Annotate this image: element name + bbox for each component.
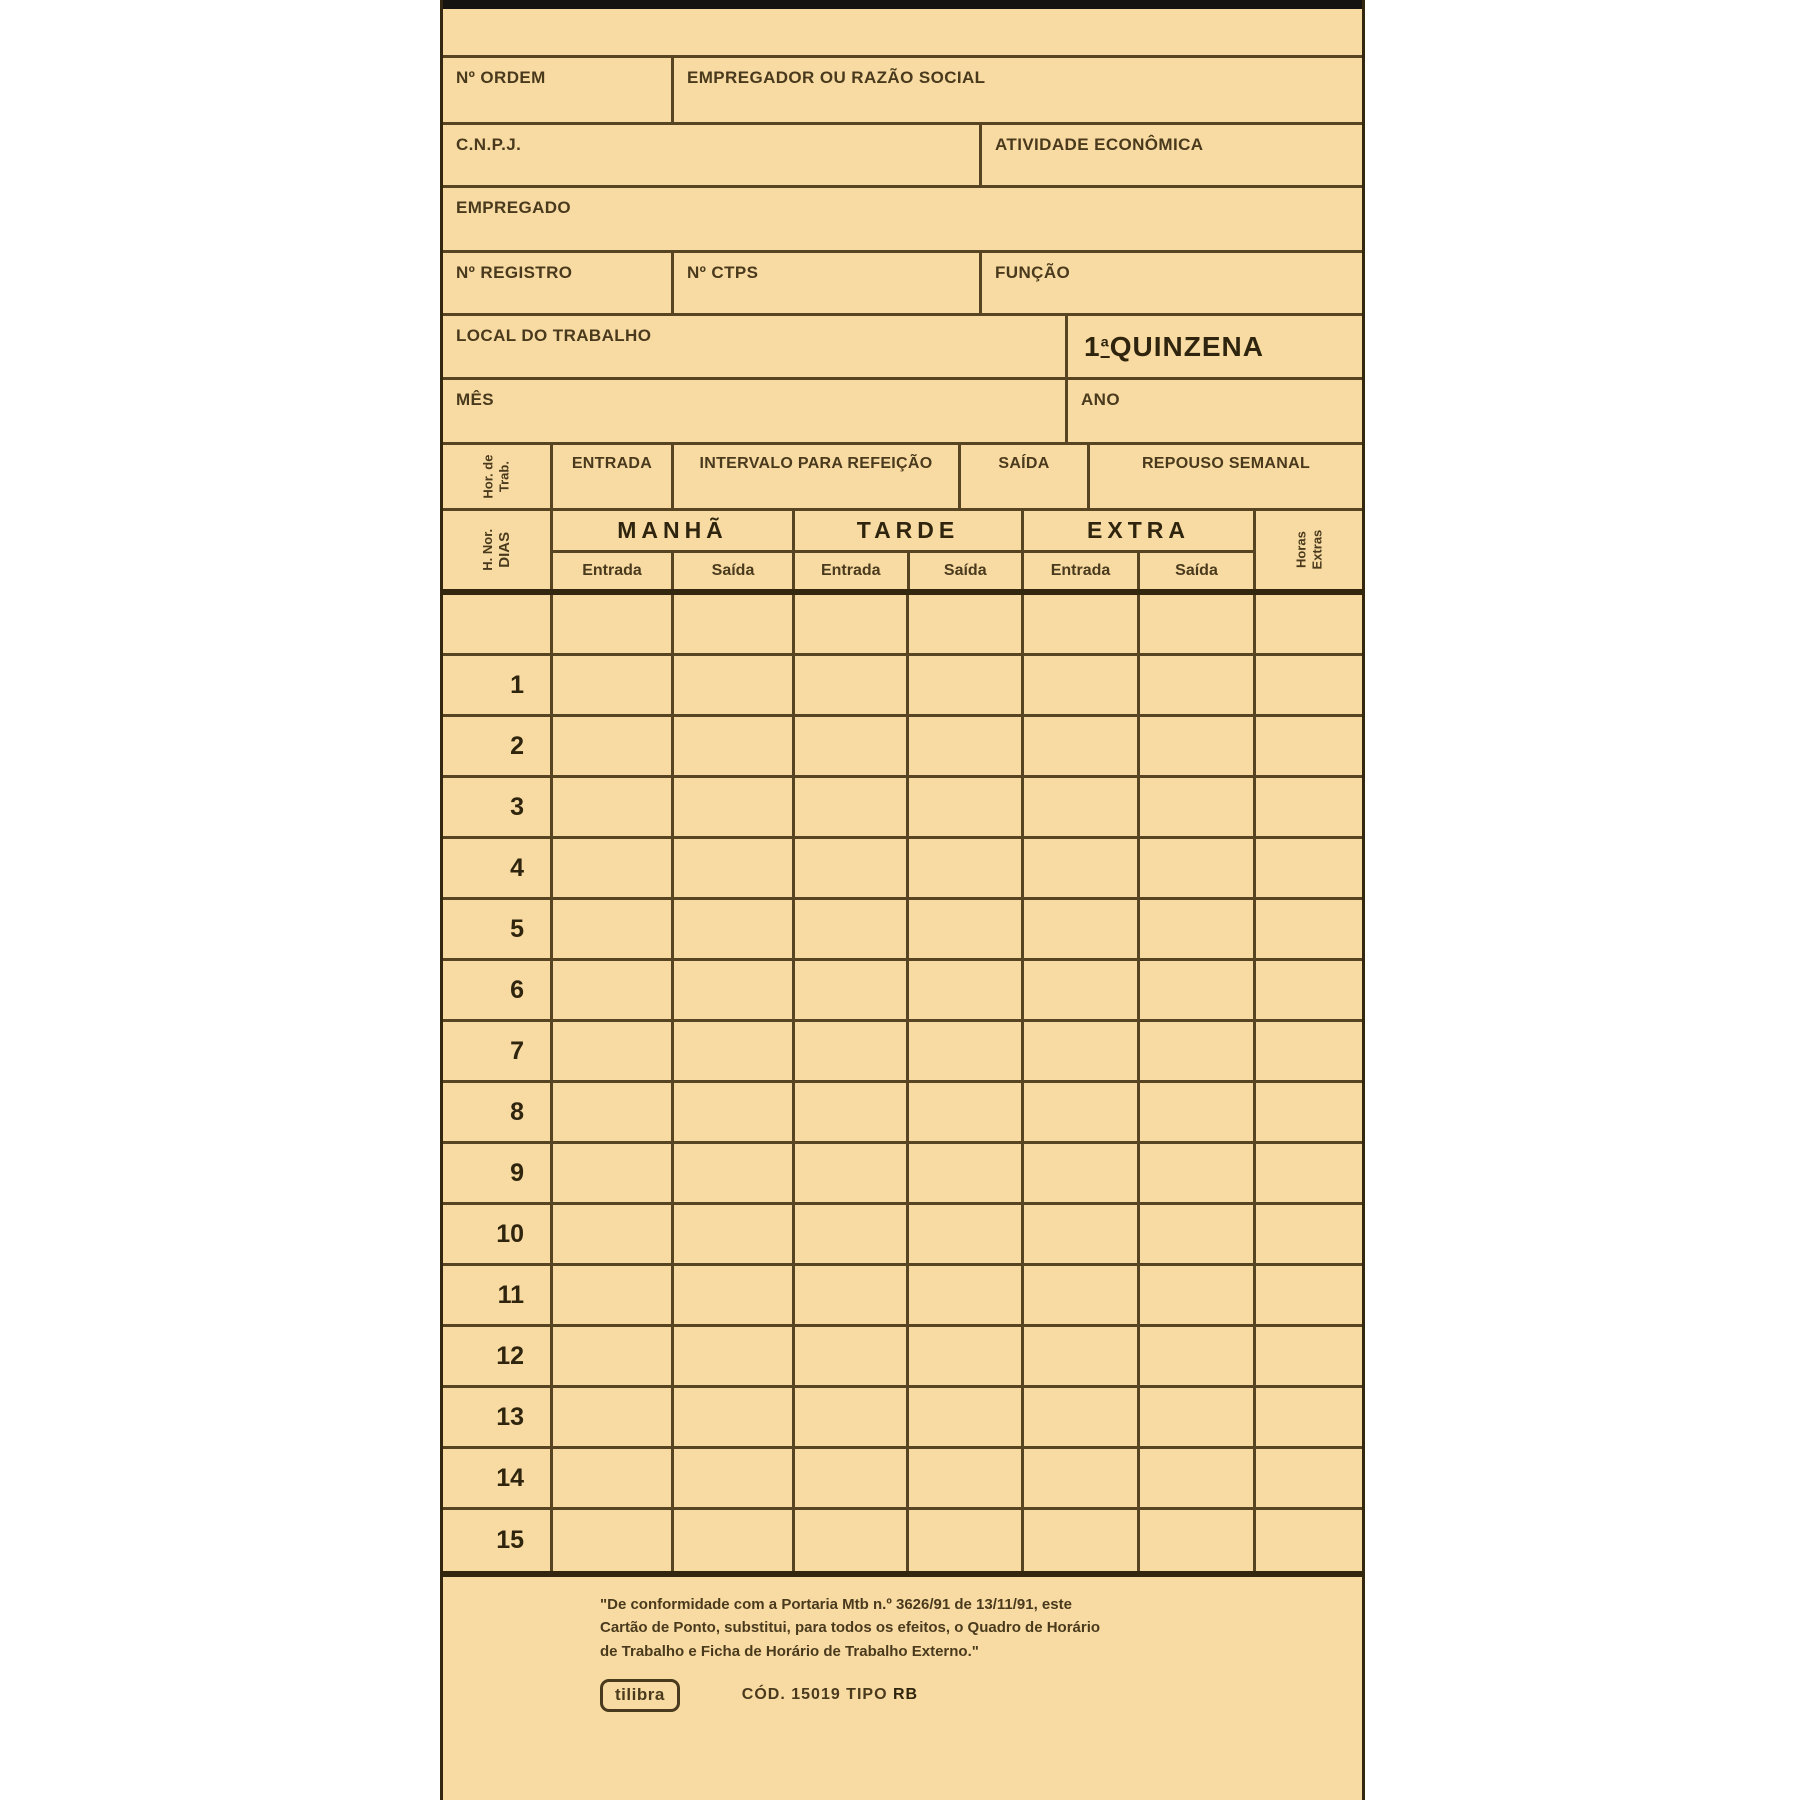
cell-horas-extras [1256, 1083, 1362, 1141]
cell-tarde-saida [909, 1144, 1024, 1202]
cell-extra-entrada [1024, 1327, 1140, 1385]
cell-tarde-saida [909, 1388, 1024, 1446]
cell-extra-saida [1140, 1144, 1256, 1202]
day-row [443, 1205, 1362, 1266]
cell-tarde-saida [909, 900, 1024, 958]
card-top-edge [443, 0, 1362, 9]
cell-manha-saida [674, 900, 795, 958]
cell-extra-saida [1140, 1205, 1256, 1263]
schedule-entrada-label: ENTRADA [553, 445, 674, 508]
field-atividade [982, 125, 1362, 185]
field-empregado-label: EMPREGADO [456, 198, 572, 217]
quinzena-number: 1 [1084, 330, 1101, 362]
timecard [440, 0, 1365, 1800]
field-ordem-label: Nº ORDEM [456, 68, 546, 87]
cell-tarde-saida [909, 1083, 1024, 1141]
day-number: 1 [443, 656, 553, 714]
table-header [443, 511, 1362, 595]
group-manha-label: MANHÃ [553, 511, 792, 553]
row-empregado [443, 188, 1362, 253]
cell-tarde-saida [909, 961, 1024, 1019]
cell-horas-extras [1256, 595, 1362, 653]
row-schedule-header [443, 445, 1362, 511]
cell-extra-saida [1140, 1449, 1256, 1507]
field-funcao [982, 253, 1362, 313]
day-number: 7 [443, 1022, 553, 1080]
cell-tarde-entrada [795, 778, 909, 836]
extra-entrada-label: Entrada [1024, 553, 1140, 589]
dias-rotated-label: H. Nor. DIAS [479, 529, 513, 571]
cell-manha-entrada [553, 1144, 674, 1202]
field-local-label: LOCAL DO TRABALHO [456, 326, 652, 345]
cell-extra-saida [1140, 1388, 1256, 1446]
cell-tarde-saida [909, 839, 1024, 897]
cell-manha-saida [674, 839, 795, 897]
cell-manha-entrada [553, 656, 674, 714]
cell-extra-entrada [1024, 900, 1140, 958]
cell-tarde-saida [909, 717, 1024, 775]
horas-extras-rotated-label: Horas Extras [1293, 530, 1324, 570]
cell-manha-entrada [553, 900, 674, 958]
cell-extra-entrada [1024, 1083, 1140, 1141]
cell-manha-entrada [553, 778, 674, 836]
horas-extras-header-cell [1256, 511, 1362, 589]
group-tarde-label: TARDE [795, 511, 1021, 553]
cell-tarde-saida [909, 1449, 1024, 1507]
cell-manha-saida [674, 1510, 795, 1571]
cell-extra-entrada [1024, 1449, 1140, 1507]
field-ctps [674, 253, 982, 313]
cell-horas-extras [1256, 656, 1362, 714]
day-rows [443, 595, 1362, 1577]
cell-tarde-entrada [795, 1388, 909, 1446]
field-ano [1068, 380, 1362, 442]
tarde-saida-label: Saída [943, 562, 987, 579]
row-cnpj-atividade [443, 125, 1362, 188]
cell-tarde-saida [909, 778, 1024, 836]
row-registro-ctps-funcao [443, 253, 1362, 316]
cell-tarde-saida [909, 1266, 1024, 1324]
cell-extra-entrada [1024, 1266, 1140, 1324]
cell-tarde-entrada [795, 1144, 909, 1202]
day-number: 14 [443, 1449, 553, 1507]
quinzena-ordinal: ª [1100, 333, 1110, 359]
day-number: 15 [443, 1510, 553, 1571]
cell-manha-saida [674, 1205, 795, 1263]
field-mes [443, 380, 1068, 442]
field-ctps-label: Nº CTPS [687, 263, 759, 282]
cell-tarde-saida [909, 1510, 1024, 1571]
cell-extra-entrada [1024, 1205, 1140, 1263]
product-code: CÓD. 15019 TIPO RB [741, 1686, 919, 1704]
cell-extra-entrada [1024, 839, 1140, 897]
cell-extra-saida [1140, 1510, 1256, 1571]
cell-extra-saida [1140, 1083, 1256, 1141]
day-row [443, 1144, 1362, 1205]
cell-extra-entrada [1024, 778, 1140, 836]
cell-tarde-saida [909, 1327, 1024, 1385]
field-cnpj [443, 125, 982, 185]
cell-tarde-saida [909, 595, 1024, 653]
cell-manha-saida [674, 595, 795, 653]
blank-strip [443, 9, 1362, 58]
day-row [443, 1388, 1362, 1449]
cell-horas-extras [1256, 1327, 1362, 1385]
cell-tarde-entrada [795, 1205, 909, 1263]
cell-tarde-saida [909, 1022, 1024, 1080]
cell-tarde-saida [909, 656, 1024, 714]
cell-extra-entrada [1024, 1510, 1140, 1571]
cell-horas-extras [1256, 1144, 1362, 1202]
cell-horas-extras [1256, 900, 1362, 958]
cell-tarde-entrada [795, 839, 909, 897]
cell-tarde-entrada [795, 1022, 909, 1080]
field-funcao-label: FUNÇÃO [995, 263, 1071, 282]
cell-horas-extras [1256, 1022, 1362, 1080]
day-number: 13 [443, 1388, 553, 1446]
cell-tarde-entrada [795, 595, 909, 653]
cell-manha-saida [674, 717, 795, 775]
group-extra [1024, 511, 1256, 589]
day-row [443, 1510, 1362, 1571]
cell-extra-entrada [1024, 961, 1140, 1019]
cell-manha-entrada [553, 1327, 674, 1385]
cell-horas-extras [1256, 717, 1362, 775]
day-row [443, 778, 1362, 839]
cell-horas-extras [1256, 1510, 1362, 1571]
quinzena-box [1068, 316, 1362, 377]
legal-note: "De conformidade com a Portaria Mtb n.º 3626/91 de 13/11/91, este Cartão de Ponto, substitui, para todos os efeitos, o Quadro de Horário de Trabalho e Ficha de Horário de Trabalho Externo." [600, 1596, 1101, 1660]
cell-horas-extras [1256, 1449, 1362, 1507]
cell-extra-entrada [1024, 1022, 1140, 1080]
cell-manha-entrada [553, 1205, 674, 1263]
tarde-entrada-label: Entrada [795, 553, 910, 589]
group-manha [553, 511, 795, 589]
cell-tarde-entrada [795, 717, 909, 775]
hor-trab-cell [443, 445, 553, 508]
dias-header-cell [443, 511, 553, 589]
cell-tarde-entrada [795, 656, 909, 714]
day-number: 10 [443, 1205, 553, 1263]
field-registro [443, 253, 674, 313]
cell-tarde-entrada [795, 961, 909, 1019]
day-number: 11 [443, 1266, 553, 1324]
day-row [443, 595, 1362, 656]
cell-extra-saida [1140, 1327, 1256, 1385]
cell-manha-entrada [553, 1510, 674, 1571]
cell-extra-saida [1140, 1022, 1256, 1080]
field-empregado [443, 188, 1362, 250]
day-number: 2 [443, 717, 553, 775]
day-row [443, 1449, 1362, 1510]
cell-extra-entrada [1024, 595, 1140, 653]
field-registro-label: Nº REGISTRO [456, 263, 573, 282]
cell-manha-saida [674, 1022, 795, 1080]
cell-manha-saida [674, 1083, 795, 1141]
day-row [443, 839, 1362, 900]
cell-manha-entrada [553, 1266, 674, 1324]
cell-extra-saida [1140, 595, 1256, 653]
cell-tarde-saida [909, 1205, 1024, 1263]
day-row [443, 656, 1362, 717]
day-row [443, 961, 1362, 1022]
cell-extra-saida [1140, 961, 1256, 1019]
cell-manha-entrada [553, 1022, 674, 1080]
day-number: 5 [443, 900, 553, 958]
manha-entrada-label: Entrada [553, 553, 674, 589]
cell-tarde-entrada [795, 900, 909, 958]
schedule-intervalo-label: INTERVALO PARA REFEIÇÃO [674, 445, 961, 508]
manha-saida-label: Saída [711, 562, 755, 579]
cell-extra-saida [1140, 717, 1256, 775]
cell-extra-entrada [1024, 1144, 1140, 1202]
cell-horas-extras [1256, 1266, 1362, 1324]
cell-extra-saida [1140, 839, 1256, 897]
cell-manha-entrada [553, 1449, 674, 1507]
cell-tarde-entrada [795, 1327, 909, 1385]
row-mes-ano [443, 380, 1362, 445]
day-number: 4 [443, 839, 553, 897]
cell-manha-saida [674, 961, 795, 1019]
cell-manha-saida [674, 1449, 795, 1507]
cell-manha-entrada [553, 1388, 674, 1446]
cell-manha-entrada [553, 839, 674, 897]
cell-tarde-entrada [795, 1266, 909, 1324]
cell-extra-entrada [1024, 717, 1140, 775]
cell-manha-entrada [553, 595, 674, 653]
field-atividade-label: ATIVIDADE ECONÔMICA [995, 135, 1204, 154]
cell-horas-extras [1256, 839, 1362, 897]
cell-manha-saida [674, 1388, 795, 1446]
group-extra-label: EXTRA [1024, 511, 1253, 553]
field-ano-label: ANO [1081, 390, 1120, 409]
day-row [443, 717, 1362, 778]
tipo-value: RB [892, 1686, 919, 1704]
field-empregador [674, 58, 1362, 122]
cell-horas-extras [1256, 1205, 1362, 1263]
cell-tarde-entrada [795, 1083, 909, 1141]
extra-saida-label: Saída [1175, 562, 1218, 579]
day-number: 3 [443, 778, 553, 836]
group-tarde [795, 511, 1024, 589]
day-row [443, 1266, 1362, 1327]
cell-extra-saida [1140, 656, 1256, 714]
day-row [443, 1022, 1362, 1083]
cell-manha-entrada [553, 717, 674, 775]
cell-manha-saida [674, 656, 795, 714]
day-number: 8 [443, 1083, 553, 1141]
field-mes-label: MÊS [456, 390, 495, 409]
cell-manha-saida [674, 1327, 795, 1385]
cell-extra-saida [1140, 1266, 1256, 1324]
cell-horas-extras [1256, 778, 1362, 836]
field-ordem [443, 58, 674, 122]
cell-manha-saida [674, 1266, 795, 1324]
cell-horas-extras [1256, 961, 1362, 1019]
brand-line [600, 1679, 1362, 1712]
cell-tarde-entrada [795, 1449, 909, 1507]
quinzena-word: QUINZENA [1109, 330, 1264, 362]
day-number: 6 [443, 961, 553, 1019]
schedule-saida-label: SAÍDA [961, 445, 1090, 508]
hor-trab-rotated-label: Hor. de Trab. [480, 454, 512, 499]
field-local [443, 316, 1068, 377]
card-footer [443, 1577, 1362, 1712]
cell-manha-entrada [553, 1083, 674, 1141]
cell-extra-saida [1140, 900, 1256, 958]
cell-manha-saida [674, 1144, 795, 1202]
day-row [443, 1327, 1362, 1388]
field-cnpj-label: C.N.P.J. [456, 135, 522, 154]
day-row [443, 900, 1362, 961]
day-number [443, 595, 553, 653]
cell-tarde-entrada [795, 1510, 909, 1571]
row-local-quinzena [443, 316, 1362, 380]
cell-manha-entrada [553, 961, 674, 1019]
schedule-repouso-label: REPOUSO SEMANAL [1141, 455, 1311, 472]
day-number: 12 [443, 1327, 553, 1385]
cell-extra-entrada [1024, 656, 1140, 714]
cell-manha-saida [674, 778, 795, 836]
tilibra-logo: tilibra [600, 1679, 680, 1712]
day-number: 9 [443, 1144, 553, 1202]
day-row [443, 1083, 1362, 1144]
cell-extra-entrada [1024, 1388, 1140, 1446]
row-ordem-empregador [443, 58, 1362, 125]
cell-extra-saida [1140, 778, 1256, 836]
field-empregador-label: EMPREGADOR OU RAZÃO SOCIAL [687, 68, 986, 87]
cell-horas-extras [1256, 1388, 1362, 1446]
